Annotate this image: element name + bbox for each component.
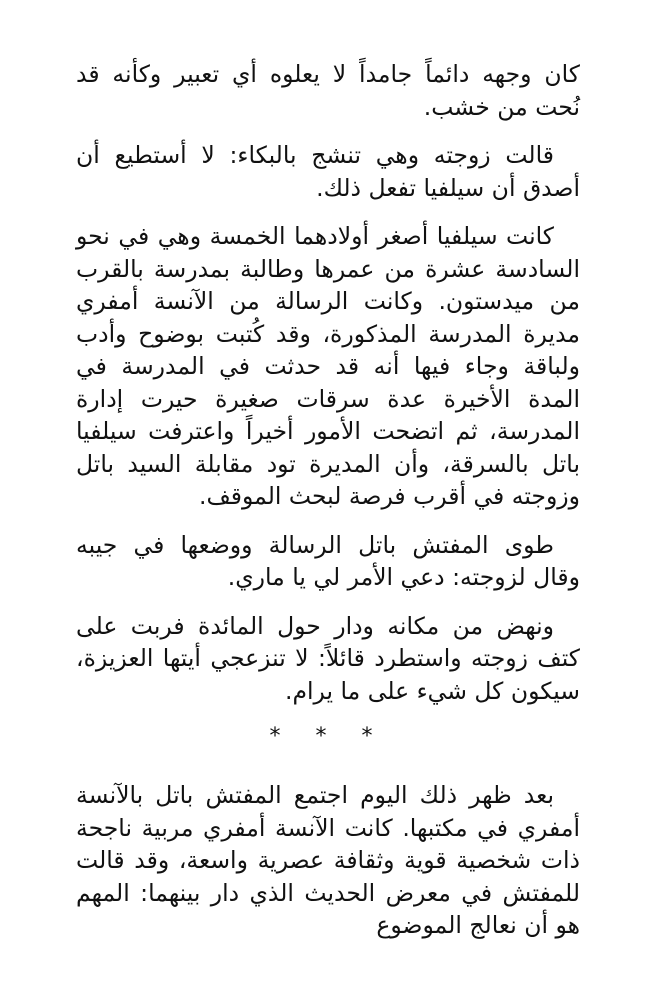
section-separator: * * * bbox=[269, 724, 387, 749]
paragraph: كانت سيلفيا أصغر أولادهما الخمسة وهي في نحو السادسة عشرة من عمرها وطالبة بمدرسة بالقرب من ميدستون. وكانت الرسالة من الآنسة أمفري مديرة المدرسة المذكورة، وقد كُتبت بوضوح وأدب ولباقة وجاء فيها أنه قد حدثت في المدرسة في المدة الأخيرة عدة سرقات صغيرة حيرت إدارة المدرسة، ثم اتضحت الأمور أخيراً واعترفت سيلفيا باتل بالسرقة، وأن المديرة تود مقابلة السيد باتل وزوجته في أقرب فرصة لبحث الموقف. bbox=[76, 222, 580, 510]
paragraph: كان وجهه دائماً جامداً لا يعلوه أي تعبير وكأنه قد نُحت من خشب. bbox=[76, 60, 580, 121]
paragraph: طوى المفتش باتل الرسالة ووضعها في جيبه وقال لزوجته: دعي الأمر لي يا ماري. bbox=[76, 530, 580, 591]
paragraph: قالت زوجته وهي تنشج بالبكاء: لا أستطيع أن أصدق أن سيلفيا تفعل ذلك. bbox=[76, 141, 580, 202]
paragraph: ونهض من مكانه ودار حول المائدة فربت على كتف زوجته واستطرد قائلاً: لا تنزعجي أيتها العزيزة، سيكون كل شيء على ما يرام. bbox=[76, 611, 580, 705]
book-page bbox=[76, 58, 580, 958]
paragraph: بعد ظهر ذلك اليوم اجتمع المفتش باتل بالآنسة أمفري في مكتبها. كانت الآنسة أمفري مربية ناجحة ذات شخصية قوية وثقافة عصرية واسعة، وقد قالت للمفتش في معرض الحديث الذي دار بينهما: المهم هو أن نعالج الموضوع bbox=[76, 781, 580, 939]
